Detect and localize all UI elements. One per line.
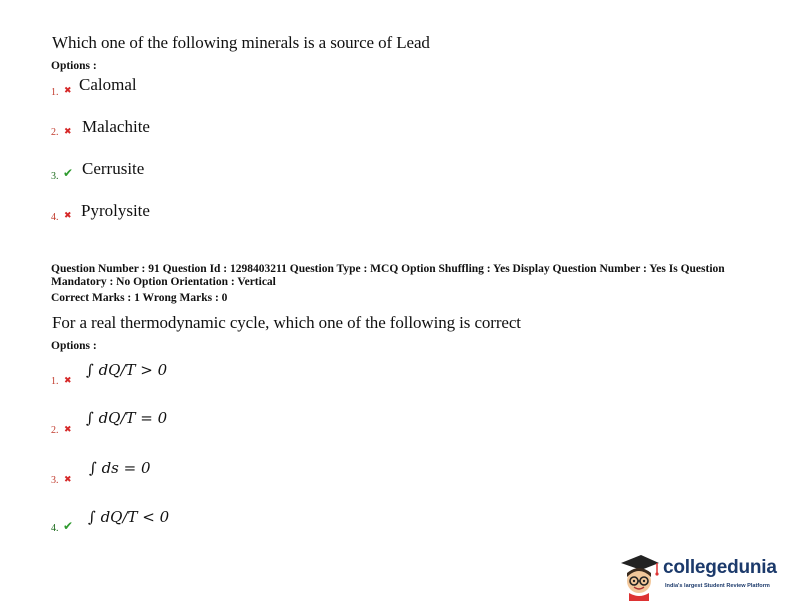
- option-formula: ∫ dQ/T < 0: [88, 508, 170, 526]
- option-number: 3.: [51, 475, 59, 486]
- question-2-options-label: Options :: [51, 340, 97, 352]
- option-text: Malachite: [82, 117, 150, 136]
- question-2-text: For a real thermodynamic cycle, which one of the following is correct: [52, 313, 521, 332]
- logo-wordmark: collegedunia: [663, 557, 777, 578]
- check-icon: ✔: [63, 166, 74, 180]
- option-number: 2.: [51, 127, 59, 138]
- mascot-icon: [617, 551, 661, 601]
- question-1-options-label: Options :: [51, 60, 97, 72]
- cross-icon: ✖: [64, 375, 72, 385]
- collegedunia-logo[interactable]: [617, 551, 787, 601]
- option-formula: ∫ dQ/T > 0: [86, 361, 168, 379]
- option-number: 4.: [51, 523, 59, 534]
- option-text: Pyrolysite: [81, 201, 150, 220]
- option-text: Calomal: [79, 75, 137, 94]
- question-2-marks: Correct Marks : 1 Wrong Marks : 0: [51, 292, 228, 304]
- option-text: Cerrusite: [82, 159, 145, 178]
- question-2-meta: Question Number : 91 Question Id : 1298403211 Question Type : MCQ Option Shuffling : Yes Display Question Number : Yes Is Question Mandatory : No Option Orientation : Vertical: [51, 263, 725, 288]
- option-number: 4.: [51, 212, 59, 223]
- check-icon: ✔: [63, 519, 74, 533]
- option-formula: ∫ dQ/T = 0: [86, 409, 168, 427]
- option-number: 2.: [51, 425, 59, 436]
- cross-icon: ✖: [64, 85, 72, 95]
- question-1-text: Which one of the following minerals is a source of Lead: [52, 33, 430, 52]
- cross-icon: ✖: [64, 474, 72, 484]
- option-formula: ∫ ds = 0: [89, 459, 151, 477]
- option-number: 1.: [51, 376, 59, 387]
- logo-tagline: India's largest Student Review Platform: [665, 583, 770, 589]
- option-number: 1.: [51, 87, 59, 98]
- cross-icon: ✖: [64, 126, 72, 136]
- option-number: 3.: [51, 171, 59, 182]
- cross-icon: ✖: [64, 424, 72, 434]
- cross-icon: ✖: [64, 210, 72, 220]
